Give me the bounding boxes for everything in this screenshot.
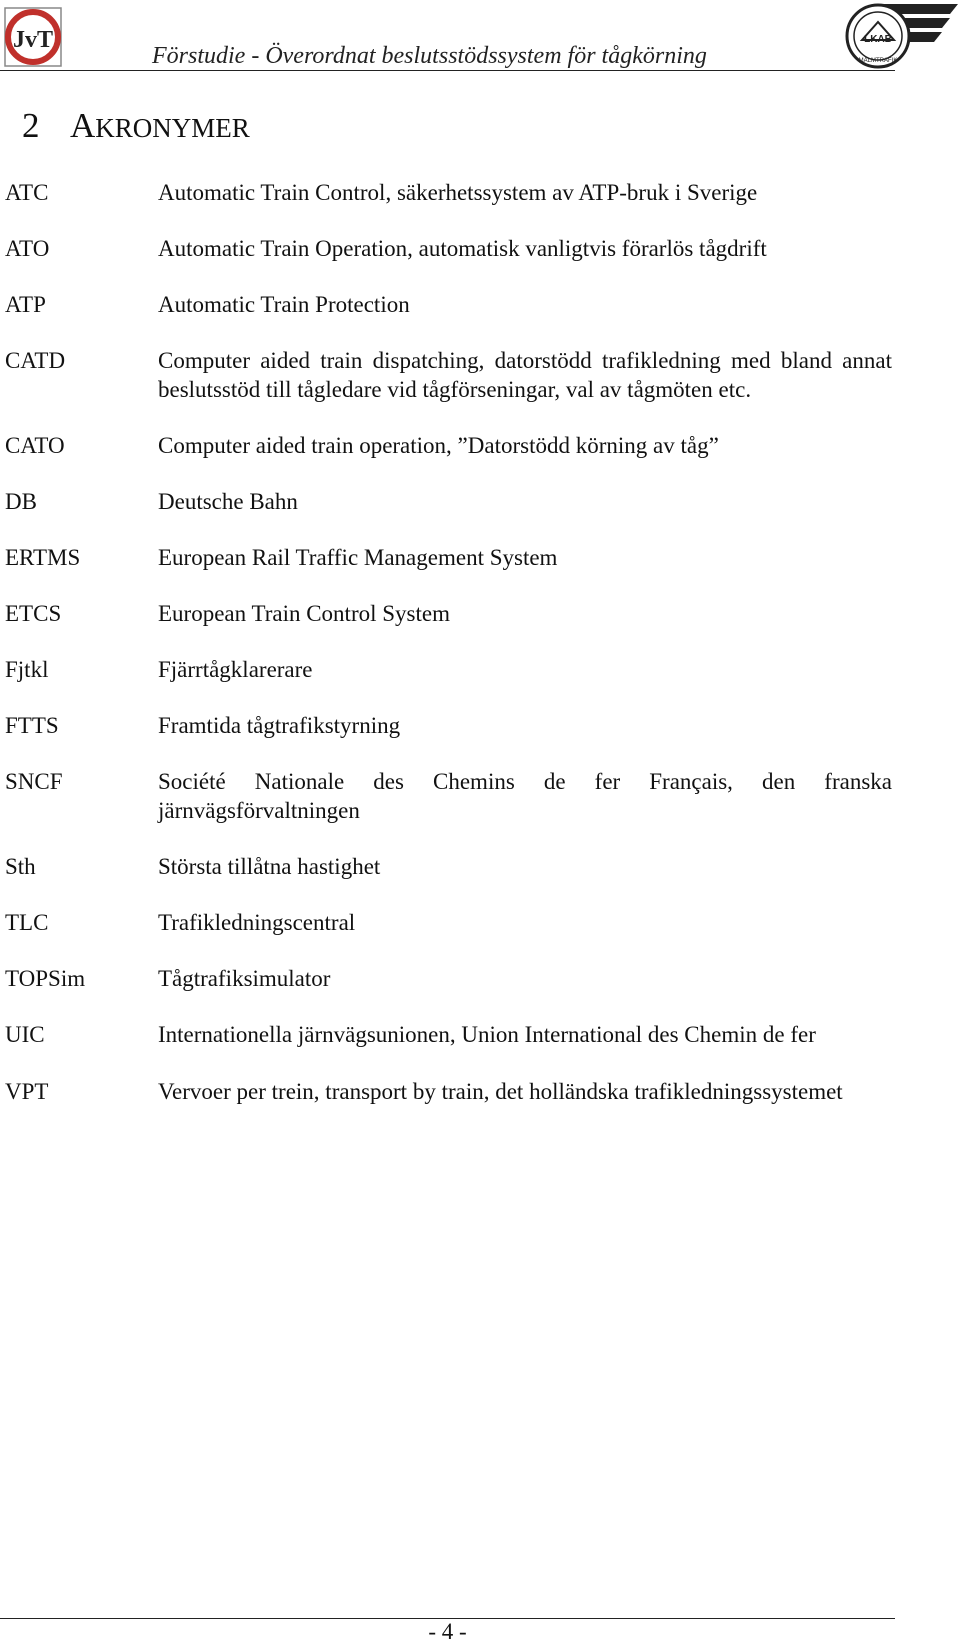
- acronym-definition: Société Nationale des Chemins de fer Français, den franska järnvägsförvaltningen: [158, 769, 892, 823]
- acronym-term: UIC: [5, 1022, 45, 1047]
- svg-text:JvT: JvT: [12, 27, 54, 53]
- document-title: Förstudie - Överordnat beslutsstödssystem för tågkörning: [152, 43, 707, 69]
- acronym-definition: Största tillåtna hastighet: [158, 854, 381, 879]
- acronym-term: ATP: [5, 292, 46, 317]
- acronym-term: ATC: [5, 180, 49, 205]
- acronym-definition: Framtida tågtrafikstyrning: [158, 713, 401, 738]
- acronym-definition: Automatic Train Operation, automatisk vanligtvis förarlös tågdrift: [158, 236, 767, 261]
- section-title-initial: A: [70, 106, 96, 145]
- section-heading: [22, 106, 250, 146]
- acronym-term: ATO: [5, 236, 50, 261]
- svg-text:LKAB: LKAB: [864, 34, 892, 45]
- acronym-term: Sth: [5, 854, 36, 879]
- page-number: - 4 -: [428, 1619, 467, 1644]
- acronym-definition: Automatic Train Protection: [158, 292, 410, 317]
- acronym-term: TOPSim: [5, 966, 86, 991]
- lkab-malmtrafik-logo: [842, 0, 960, 72]
- header-divider: [0, 70, 895, 71]
- section-number: 2: [22, 106, 40, 145]
- acronym-definition: Computer aided train dispatching, datorstödd trafikledning med bland annat beslutsstöd till tågledare vid tågförseningar, val av tågmöten etc.: [158, 348, 892, 402]
- acronym-definition: Fjärrtågklarerare: [158, 657, 313, 682]
- acronym-term: Fjtkl: [5, 657, 49, 682]
- acronym-term: ERTMS: [5, 545, 81, 570]
- acronym-definition: Computer aided train operation, ”Datorstödd körning av tåg”: [158, 433, 719, 458]
- section-title-rest: KRONYMER: [95, 113, 250, 143]
- acronym-definition: Deutsche Bahn: [158, 489, 298, 514]
- acronym-definition: Automatic Train Control, säkerhetssystem av ATP-bruk i Sverige: [158, 180, 758, 205]
- svg-text:MALMTRAFIK: MALMTRAFIK: [858, 58, 898, 64]
- acronym-term: CATO: [5, 433, 65, 458]
- acronym-definition: Tågtrafiksimulator: [158, 966, 331, 991]
- acronym-definition: European Train Control System: [158, 601, 450, 626]
- jvt-logo: [2, 6, 64, 68]
- acronym-term: CATD: [5, 348, 66, 373]
- acronym-definition: Internationella järnvägsunionen, Union International des Chemin de fer: [158, 1022, 816, 1047]
- acronym-definition: Vervoer per trein, transport by train, det holländska trafikledningssystemet: [158, 1079, 843, 1104]
- acronym-term: DB: [5, 489, 37, 514]
- acronym-term: SNCF: [5, 769, 63, 794]
- acronym-term: TLC: [5, 910, 49, 935]
- acronym-term: VPT: [5, 1079, 49, 1104]
- acronym-term: ETCS: [5, 601, 62, 626]
- acronym-definition: European Rail Traffic Management System: [158, 545, 558, 570]
- acronym-definition: Trafikledningscentral: [158, 910, 356, 935]
- acronym-term: FTTS: [5, 713, 59, 738]
